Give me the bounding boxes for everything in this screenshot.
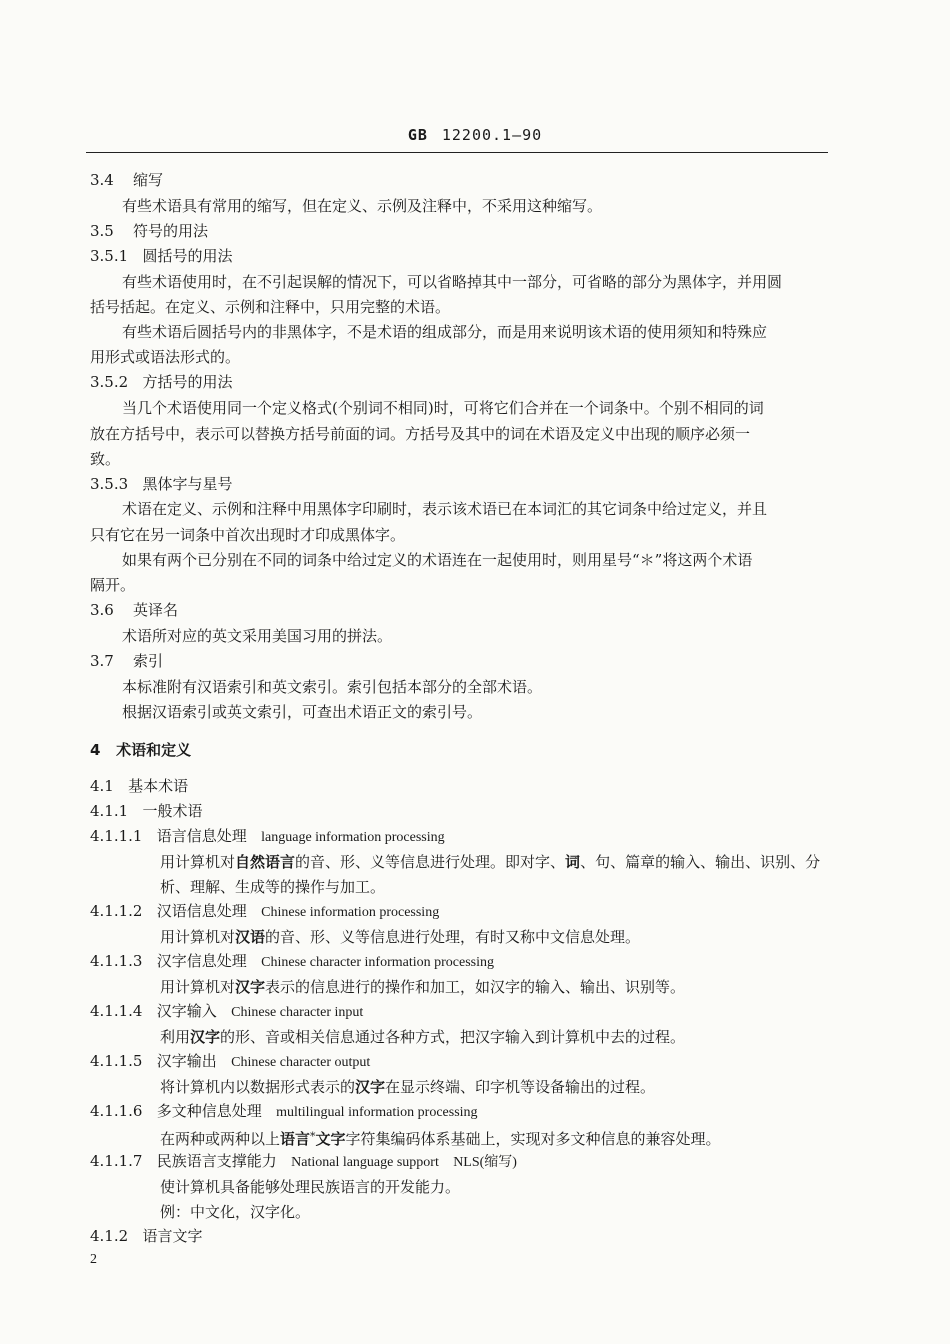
definition-text: 用计算机对 (160, 978, 236, 996)
section-number: 4.1.1 (90, 802, 129, 820)
section-number: 4.1 (90, 777, 114, 795)
section-number: 4 (90, 741, 101, 759)
term-number: 4.1.1.1 (90, 827, 143, 845)
section-title: 圆括号的用法 (142, 247, 233, 265)
section-number: 3.5.3 (90, 475, 129, 493)
paragraph-line: 有些术语后圆括号内的非黑体字，不是术语的组成部分，而是用来说明该术语的使用须知和特殊应 (122, 323, 768, 341)
section-4-heading (90, 740, 191, 760)
term-english: Chinese information processing (261, 905, 440, 920)
section-title: 符号的用法 (132, 222, 208, 240)
section-title: 语言文字 (142, 1227, 203, 1245)
term-english: National language support (291, 1155, 439, 1170)
term-4-1-1-4 (90, 1001, 363, 1023)
standard-code: 12200.1—90 (441, 126, 543, 144)
term-4-1-1-1 (90, 826, 445, 848)
term-chinese: 汉字输入 (156, 1002, 217, 1020)
definition-text: 用计算机对 (160, 853, 236, 871)
bold-term: 汉语 (235, 928, 266, 946)
bold-term: 汉字 (355, 1078, 386, 1096)
paragraph-line: 用形式或语法形式的。 (90, 348, 241, 366)
section-3-7-heading (90, 651, 163, 671)
definition-text: 在显示终端、印字机等设备输出的过程。 (385, 1078, 656, 1096)
section-title: 方括号的用法 (142, 373, 233, 391)
section-title: 黑体字与星号 (142, 475, 233, 493)
bold-term: 语言 (280, 1130, 311, 1148)
paragraph: 有些术语具有常用的缩写，但在定义、示例及注释中，不采用这种缩写。 (122, 197, 603, 215)
term-4-1-1-3 (90, 951, 494, 973)
section-number: 3.5.2 (90, 373, 129, 391)
definition-text: 在两种或两种以上 (160, 1130, 281, 1148)
paragraph: 术语所对应的英文采用美国习用的拼法。 (122, 627, 393, 645)
term-number: 4.1.1.4 (90, 1002, 143, 1020)
definition-line: 使计算机具备能够处理民族语言的开发能力。 (160, 1178, 461, 1196)
term-abbreviation: NLS(缩写) (453, 1155, 517, 1170)
definition-line (160, 852, 820, 872)
term-4-1-1-2 (90, 901, 439, 923)
header-rule (86, 152, 828, 153)
definition-line (160, 1027, 685, 1047)
definition-line: 析、理解、生成等的操作与加工。 (160, 878, 386, 896)
section-number: 3.7 (90, 652, 114, 670)
definition-text: 的音、形、义等信息进行处理，有时又称中文信息处理。 (265, 928, 641, 946)
definition-text: 字符集编码体系基础上，实现对多文种信息的兼容处理。 (345, 1130, 721, 1148)
definition-line (160, 927, 640, 947)
paragraph-line: 括号括起。在定义、示例和注释中，只用完整的术语。 (90, 298, 451, 316)
section-4-1-2-heading (90, 1226, 203, 1246)
section-3-6-heading (90, 600, 178, 620)
bold-term: 汉字 (190, 1028, 221, 1046)
example-line: 例：中文化，汉字化。 (160, 1203, 311, 1221)
page-header (0, 126, 950, 144)
term-chinese: 民族语言支撑能力 (156, 1152, 277, 1170)
section-number: 4.1.2 (90, 1227, 129, 1245)
term-english: language information processing (261, 830, 445, 845)
term-number: 4.1.1.7 (90, 1152, 143, 1170)
paragraph-line: 隔开。 (90, 576, 136, 594)
term-number: 4.1.1.5 (90, 1052, 143, 1070)
paragraph-line: 如果有两个已分别在不同的词条中给过定义的术语连在一起使用时，则用星号“＊”将这两个术语 (122, 551, 753, 569)
definition-text: 利用 (160, 1028, 191, 1046)
definition-text: 用计算机对 (160, 928, 236, 946)
paragraph-line: 致。 (90, 450, 121, 468)
bold-term: 文字 (315, 1130, 346, 1148)
section-3-5-1-heading (90, 246, 233, 266)
definition-text: 将计算机内以数据形式表示的 (160, 1078, 356, 1096)
section-number: 3.6 (90, 601, 114, 619)
term-number: 4.1.1.3 (90, 952, 143, 970)
section-title: 术语和定义 (116, 741, 192, 759)
definition-line (160, 1077, 655, 1097)
section-title: 缩写 (132, 171, 163, 189)
paragraph-line: 只有它在另一词条中首次出现时才印成黑体字。 (90, 526, 406, 544)
definition-text: 、句、篇章的输入、输出、识别、分 (580, 853, 821, 871)
paragraph-line: 当几个术语使用同一个定义格式(个别词不相同)时，可将它们合并在一个词条中。个别不相同的词 (122, 399, 764, 417)
section-3-5-3-heading (90, 474, 233, 494)
term-number: 4.1.1.6 (90, 1102, 143, 1120)
section-4-1-1-heading (90, 801, 203, 821)
section-3-5-heading (90, 221, 208, 241)
section-number: 3.4 (90, 171, 114, 189)
term-4-1-1-6 (90, 1101, 478, 1123)
term-english: multilingual information processing (276, 1105, 478, 1120)
section-3-4-heading (90, 170, 163, 190)
definition-line (160, 1127, 721, 1149)
paragraph: 本标准附有汉语索引和英文索引。索引包括本部分的全部术语。 (122, 678, 543, 696)
term-chinese: 多文种信息处理 (156, 1102, 262, 1120)
asterisk: * (310, 1130, 316, 1143)
definition-text: 的形、音或相关信息通过各种方式，把汉字输入到计算机中去的过程。 (220, 1028, 686, 1046)
term-4-1-1-7 (90, 1151, 517, 1173)
term-chinese: 汉语信息处理 (156, 902, 247, 920)
term-chinese: 汉字输出 (156, 1052, 217, 1070)
definition-line (160, 977, 685, 997)
definition-text: 的音、形、义等信息进行处理。即对字、 (295, 853, 566, 871)
standard-prefix: GB (407, 126, 428, 144)
paragraph-line: 放在方括号中，表示可以替换方括号前面的词。方括号及其中的词在术语及定义中出现的顺序必须一 (90, 425, 751, 443)
bold-term: 词 (565, 853, 581, 871)
term-chinese: 语言信息处理 (156, 827, 247, 845)
term-number: 4.1.1.2 (90, 902, 143, 920)
definition-text: 表示的信息进行的操作和加工，如汉字的输入、输出、识别等。 (265, 978, 686, 996)
page-number: 2 (90, 1252, 97, 1267)
term-english: Chinese character output (231, 1055, 371, 1070)
term-4-1-1-5 (90, 1051, 370, 1073)
paragraph-line: 术语在定义、示例和注释中用黑体字印刷时，表示该术语已在本词汇的其它词条中给过定义，并且 (122, 500, 768, 518)
term-english: Chinese character information processing (261, 955, 494, 970)
section-number: 3.5.1 (90, 247, 129, 265)
section-title: 索引 (132, 652, 163, 670)
term-chinese: 汉字信息处理 (156, 952, 247, 970)
bold-term: 自然语言 (235, 853, 296, 871)
bold-term: 汉字 (235, 978, 266, 996)
paragraph: 根据汉语索引或英文索引，可查出术语正文的索引号。 (122, 703, 483, 721)
section-number: 3.5 (90, 222, 114, 240)
paragraph-line: 有些术语使用时，在不引起误解的情况下，可以省略掉其中一部分，可省略的部分为黑体字，并用圆 (122, 273, 783, 291)
section-title: 英译名 (132, 601, 178, 619)
section-3-5-2-heading (90, 372, 233, 392)
section-4-1-heading (90, 776, 188, 796)
term-english: Chinese character input (231, 1005, 364, 1020)
section-title: 基本术语 (128, 777, 189, 795)
section-title: 一般术语 (142, 802, 203, 820)
